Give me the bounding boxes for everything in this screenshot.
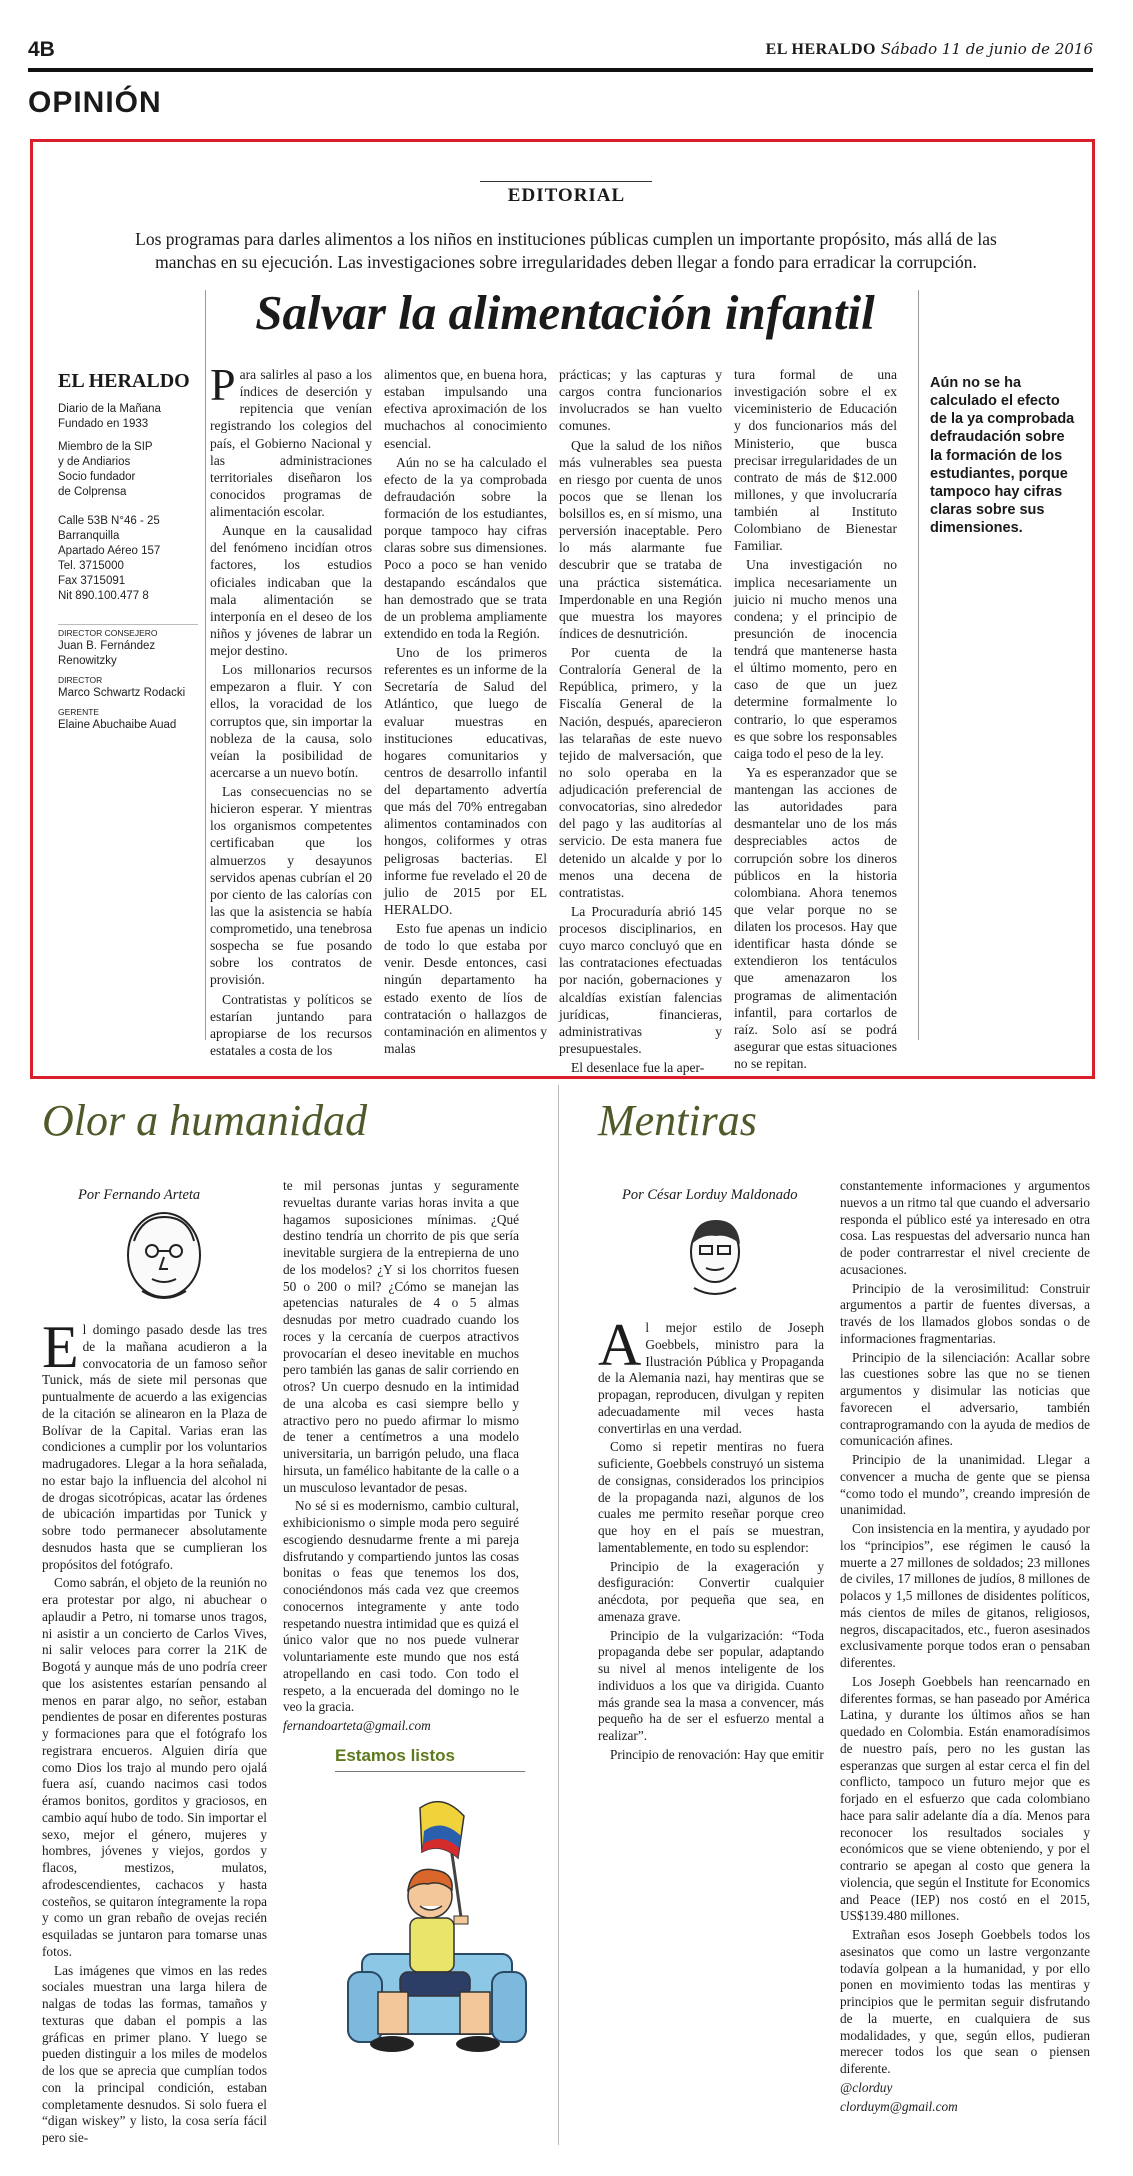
page-number: 4B bbox=[28, 38, 55, 61]
staff-role: DIRECTOR CONSEJERO bbox=[58, 628, 158, 638]
paragraph: alimentos que, en buena hora, estaban impulsando una efectiva aproximación de los muchachos al conocimiento esencial. bbox=[384, 367, 547, 451]
byline-right: Por César Lorduy Maldonado bbox=[622, 1187, 798, 1203]
cartoon-title: Estamos listos bbox=[335, 1746, 455, 1765]
column-rule bbox=[205, 290, 206, 1040]
paragraph: La Procuraduría abrió 145 procesos disciplinarios, en cuyo marco concluyó que en las contrataciones efectuadas por nación, gobernaciones y alcaldías existían falencias jurídicas, financieras, administrativas y presupuestales. bbox=[559, 903, 722, 1056]
paragraph: Ya es esperanzador que se mantengan las acciones de las autoridades para desmantelar uno de los más despreciables actos de corrupción sobre los dineros públicos en la historia colombiana. Ahora tenemos que velar porque no se dilaten los procesos. Hay que identificar hasta dónde se extendieron los tentáculos que amenazaron los programas de alimentación infantil, para cortarlos de raíz. Solo así se podrá asegurar que estas situaciones no se repitan. bbox=[734, 764, 897, 1071]
paragraph: El desenlace fue la aper- bbox=[571, 1060, 705, 1075]
paragraph: Principio de la silenciación: Acallar sobre las cuestiones sobre las que no se tienen argumentos y disimular las noticias que favorecen el adversario, también contraprogramando con la ayuda de medios de comunicación afines. bbox=[840, 1349, 1090, 1449]
editorial-label: EDITORIAL bbox=[507, 185, 626, 206]
info-line: Apartado Aéreo 157 bbox=[58, 544, 161, 557]
pull-quote: Aún no se ha calculado el efecto de la ya comprobada defraudación sobre la formación de los estudiantes, porque tampoco hay cifras claras sobre sus dimensiones. bbox=[930, 375, 1075, 536]
paragraph: l mejor estilo de Joseph Goebbels, ministro para la Ilustración Pública y Propaganda de la Alemania nazi, hay mentiras que se propagan, reproducen, divulgan y repiten adecuadamente mil veces hasta convertirlas en una verdad. bbox=[598, 1320, 824, 1436]
header-rule bbox=[28, 68, 1093, 72]
paragraph: l domingo pasado desde las tres de la mañana acudieron a la convocatoria de un famoso señor Tunick, más de siete mil personas que puntualmente de acuerdo a las exigencias de la citación se alinearon en la Plaza de Bolívar de la Capital. Varias eran las condiciones a cumplir por los voluntarios madrugadores. Llegar a la hora señalada, no estar bajo la influencia del alcohol ni de drogas sicotrópicas, acatar las órdenes de ubicación impartidas por Tunick y sobre todo permanecer absolutamente desnudos hasta que se cumplieran los propósitos del fotógrafo. bbox=[42, 1322, 267, 1572]
info-line: Tel. 3715000 bbox=[58, 559, 124, 572]
masthead-box-info-3 bbox=[58, 514, 198, 604]
column-left-body-2 bbox=[283, 1178, 519, 1733]
info-line: Fax 3715091 bbox=[58, 574, 126, 587]
drop-cap: A bbox=[598, 1312, 642, 1378]
paragraph: Las consecuencias no se hicieron esperar. Y mientras los organismos competentes certificaban que los almuerzos y desayunos servidos apenas cubrían el 20 por ciento de las calorías con las que la asistencia se había comprometido, una tenebrosa sospecha se fue posando sobre los contratos de provisión. bbox=[210, 784, 372, 988]
author-handle-right: @clorduy bbox=[840, 2079, 893, 2095]
paragraph: constantemente informaciones y argumentos nuevos a un ritmo tal que cuando el adversario responda el público esté ya interesado en otra cosa. Las respuestas del adversario nunca han de poder contrarrestar el nivel creciente de acusaciones. bbox=[840, 1178, 1090, 1277]
editorial-column-3 bbox=[559, 366, 722, 1075]
column-rule bbox=[918, 290, 919, 1040]
staff-name: Juan B. Fernández Renowitzky bbox=[58, 640, 156, 667]
section-title: OPINIÓN bbox=[28, 86, 162, 119]
paragraph: Principio de renovación: Hay que emitir bbox=[610, 1746, 824, 1762]
paragraph: Aún no se ha calculado el efecto de la ya comprobada defraudación sobre la formación de los estudiantes, porque tampoco hay cifras claras sobre sus dimensiones. Poco a poco se han venido destapando escándalos que han demostrado que se trata de un problema ampliamente extendido en toda la Región. bbox=[384, 454, 547, 641]
author-email-left: fernandoarteta@gmail.com bbox=[283, 1718, 431, 1733]
column-divider bbox=[558, 1085, 559, 2145]
staff-name: Elaine Abuchaibe Auad bbox=[58, 718, 177, 731]
paragraph: Principio de la unanimidad. Llegar a convencer a mucha de gente que se piensa “como todo el mundo”, creando impresión de unanimidad. bbox=[840, 1452, 1090, 1518]
paragraph: ara salirles al paso a los índices de deserción y repitencia que venían registrando los colegios del país, el Gobierno Nacional y las administraciones territoriales diseñaron los conocidos programas de alimentación escolar. bbox=[210, 367, 372, 519]
info-line: Calle 53B N°46 - 25 bbox=[58, 515, 160, 527]
paragraph: Como si repetir mentiras no fuera suficiente, Goebbels construyó un sistema de consignas, considerados los principios de la propaganda nazi, algunos de los cuales me permito reseñar porque creo que hoy en el país se muestran, lamentablemente, en todo su esplendor: bbox=[598, 1439, 824, 1555]
column-title-left: Olor a humanidad bbox=[42, 1096, 368, 1145]
paragraph: Que la salud de los niños más vulnerables sea puesta en riesgo por cuenta de unos pocos que se llenan los bolsillos es, en sí mismo, una perversión inaceptable. Pero lo más alarmante fue descubrir que se trataba de una práctica sistemática. Imperdonable en una Región que muestra los mayores índices de desnutrición. bbox=[559, 437, 722, 641]
staff-name: Marco Schwartz Rodacki bbox=[58, 686, 186, 699]
author-email-right: clorduym@gmail.com bbox=[840, 2098, 958, 2114]
info-line: Fundado en 1933 bbox=[58, 417, 149, 430]
masthead-divider bbox=[58, 624, 198, 625]
paragraph: No sé si es modernismo, cambio cultural, exhibicionismo o simple moda pero seguiré escogiendo desnudarme frente a mi pareja disfrutando y compartiendo juntos las cosas bonitas o feas que tenemos los dos, conociéndonos más cada vez que creemos conocernos integramente y ante todo respetando nuestra intimidad que es quizá el único valor que no nos puede vulnerar voluntariamente este mundo que nos está atropellando en casi todo. Con todo el respeto, a la encuerada del domingo no le veo la gracia. bbox=[283, 1498, 519, 1715]
paragraph: te mil personas juntas y seguramente revueltas durante varias horas invita a que hagamos suposiciones mínimas. ¿Qué destino tendría un chorrito de pis que sería inevitable surgiera de la entrepierna de uno de los modelos? ¿Y si los chorritos fuesen 50 o 200 o mil? ¿Cómo se manejan las apetencias naturales de 4 o 5 almas desnudas por metro cuadrado cuando los roces y la cercanía de cuerpos atractivos provocarían el deseo inevitable en muchos pero también las ganas de salir corriendo en otros? Un cuerpo desnudo en la intimidad de una alcoba es casi siempre bello y atractivo pero no puedo afirmar lo mismo de tener a centímetros a una modelo universitaria, un barrigón peludo, una flaca hirsuta, un famélico habitante de la calle o a un musculoso levantador de pesas. bbox=[283, 1178, 519, 1495]
byline-left: Por Fernando Arteta bbox=[78, 1187, 201, 1203]
paragraph: tura formal de una investigación sobre el ex viceministerio de Educación y dos funcionarios más del Ministerio, que busca precisar irregularidades de un contrato de más de $12.000 millones, y que involucraría también al Instituto Colombiano de Bienestar Familiar. bbox=[734, 367, 897, 554]
masthead-box-info-1 bbox=[58, 402, 198, 432]
paper-name: EL HERALDO bbox=[765, 41, 876, 58]
paragraph: Con insistencia en la mentira, y ayudado por los “principios”, ese régimen le causó la muerte a 27 millones de soldados; 23 millones de civiles, 17 millones de judíos, 8 millones de polacos y 1,5 millones de disidentes políticos, más cientos de miles de gitanos, religiosos, negros, discapacitados, etc., fueron asesinados exclusivamente porque todos eran o pensaban diferentes. bbox=[840, 1521, 1090, 1670]
column-title-right: Mentiras bbox=[598, 1096, 757, 1145]
author-portrait-right bbox=[680, 1208, 750, 1298]
paragraph: prácticas; y las capturas y cargos contra funcionarios involucrados se han vuelto comunes. bbox=[559, 367, 722, 434]
staff-role: DIRECTOR bbox=[58, 674, 103, 685]
paragraph: Una investigación no implica necesariamente un juicio ni mucho menos una condena; y el principio de presunción de inocencia tendrá que mantenerse hasta el último momento, pero en caso de que un juez determine formalmente lo contrario, lo que esperamos es que sobre los responsables caiga todo el peso de la ley. bbox=[734, 557, 897, 761]
paragraph: Por cuenta de la Contraloría General de la República, primero, y la Fiscalía General de la Nación, después, aparecieron las telarañas de este nuevo tejido de malversación, que no solo operaba en la adjudicación preferencial de convocatorias, sino alrededor del pago y las auditorías al servicio. De esta manera fue detenido un alcalde y por lo menos una decena de contratistas. bbox=[559, 645, 722, 900]
paragraph: Los Joseph Goebbels han reencarnado en diferentes formas, se han paseado por América Latina, y durante los últimos años se han quedado en Colombia. Están enamoradísimos de nuestro país, pero no les gustan las esperanzas que surgen al estar cerca el fin del conflicto, tampoco un futuro mejor que es forjado en el esfuerzo que cada colombiano hace para salir adelante día a día. Menos para reconocer los resultados sociales y económicos que se viene obteniendo, y por el contrario se apegan al costo que genera la violencia, que según el Institute for Economics and Peace (IEP) nos costó en el 2015, US$139.480 millones. bbox=[840, 1673, 1090, 1924]
paragraph: Esto fue apenas un indicio de todo lo que estaba por venir. Desde entonces, casi ningún departamento ha estado exento de líos de contratación o hallazgos de contaminación en alimentos y malas bbox=[384, 921, 547, 1056]
editorial-column-4 bbox=[734, 366, 897, 1071]
paragraph: Los millonarios recursos empezaron a fluir. Y con ellos, la voracidad de los corruptos que, sin importar la nobleza de la causa, solo veían la posibilidad de acercarse a un nuevo botín. bbox=[210, 662, 372, 780]
info-line: Socio fundador bbox=[58, 470, 136, 483]
masthead-staff bbox=[58, 628, 198, 733]
info-line: Nit 890.100.477 8 bbox=[58, 589, 149, 602]
info-line: de Colprensa bbox=[58, 485, 127, 498]
issue-date: Sábado 11 de junio de 2016 bbox=[880, 40, 1093, 58]
paragraph: Principio de la verosimilitud: Construir argumentos a partir de fuentes diversas, a través de los llamados globos sondas o de informaciones fragmentarias. bbox=[840, 1280, 1090, 1346]
paragraph: Principio de la exageración y desfiguración: Convertir cualquier anécdota, por pequeña que sea, en amenaza grave. bbox=[598, 1558, 824, 1624]
masthead-box-title: EL HERALDO bbox=[58, 370, 190, 392]
paragraph: Contratistas y políticos se estarían juntando para apropiarse de los recursos estatales a costa de los bbox=[210, 991, 372, 1058]
editorial-column-2 bbox=[384, 366, 547, 1056]
paragraph: Uno de los primeros referentes es un informe de la Secretaría de Salud del Atlántico, que luego de evaluar muestras en instituciones educativas, hogares comunitarios y centros de desarrollo infantil del departamento advertía que más del 70% entregaban alimentos contaminados con hongos, coliformes y otras peligrosas bacterias. El informe fue revelado el 20 de julio de 2015 por EL HERALDO. bbox=[384, 645, 547, 917]
staff-role: GERENTE bbox=[58, 706, 100, 717]
editorial-label-rule bbox=[480, 181, 652, 182]
column-right-body-1 bbox=[598, 1312, 824, 2120]
cartoon-illustration bbox=[330, 1786, 550, 2076]
paragraph: Extrañan esos Joseph Goebbels todos los asesinatos que como un lastre vergonzante todavía golpean a la humanidad, y por ello ponen en movimiento todas las mentiras y principios que le permitan seguir disfrutando de la muerte, en cualquiera de sus modalidades, y que, según ellos, pudieran merecer todos los que sean o piensen diferente. bbox=[840, 1927, 1090, 2076]
paragraph: Como sabrán, el objeto de la reunión no era protestar por algo, ni abuchear o aplaudir a Petro, ni tomarse unos tragos, ni asistir a un concierto de Carlos Vives, ni salir veloces para correr la 21K de Bogotá y aunque más de uno podría creer que los asistentes estarían pensando al menos en parar algo, no señor, estaban pendientes de posar en diferentes posturas y formaciones para que el fotógrafo los registrara encueros. Alguien diría que como Dios los trajo al mundo pero ojalá fuera así, cuando nacimos casi todos éramos bonitos, gorditos y graciosos, en cambio aquí hubo de todo. Sin importar el sexo, mejor el género, mujeres y hombres, jóvenes y viejos, gordos y flacos, mestizos, mulatos, afrodescendientes, cachacos y hasta costeños, se quitaron íntegramente la ropa y como un gran rebaño de ovejas recién esquiladas se juntaron para tomarse unas fotos. bbox=[42, 1575, 267, 1959]
paragraph: Principio de la vulgarización: “Toda propaganda debe ser popular, adaptando su nivel al menos inteligente de los individuos a los que va dirigida. Cuanto más grande sea la masa a convencer, más pequeño ha de ser el esfuerzo mental a realizar”. bbox=[598, 1627, 824, 1743]
editorial-deck: Los programas para darles alimentos a los niños en instituciones públicas cumplen un importante propósito, más allá de las manchas en su ejecución. Las investigaciones sobre irregularidades deben llegar a fondo para erradicar la corrupción. bbox=[135, 229, 997, 272]
info-line: Miembro de la SIP bbox=[58, 441, 153, 453]
info-line: Barranquilla bbox=[58, 529, 120, 542]
author-portrait-left bbox=[112, 1205, 216, 1305]
column-right-body-2 bbox=[840, 1178, 1090, 2138]
paragraph: Las imágenes que vimos en las redes sociales muestran una larga hilera de nalgas de todas las formas, tamaños y texturas que daban el pompis a las gráficas en primer plano. Y luego se pueden distinguir a los miles de modelos de los que se aprecia que cumplían todos con la principal condición, estaban completamente desnudos. Si solo fuera el “digan wiskey” y listo, la cosa sería fácil pero sie- bbox=[42, 1962, 267, 2145]
drop-cap: E bbox=[42, 1314, 79, 1380]
editorial-headline: Salvar la alimentación infantil bbox=[255, 285, 875, 340]
masthead-box-info-2 bbox=[58, 440, 198, 500]
masthead-dateline bbox=[766, 40, 1093, 59]
cartoon-title-rule bbox=[335, 1771, 525, 1772]
column-left-body-1 bbox=[42, 1314, 267, 2145]
editorial-column-1 bbox=[210, 359, 372, 1058]
paragraph: Aunque en la causalidad del fenómeno incidían otros factores, los estudios oficiales indicaban que la mala alimentación se interponía en el deseo de los niños y jóvenes de labrar un mejor destino. bbox=[210, 523, 372, 658]
info-line: y de Andiarios bbox=[58, 455, 131, 468]
info-line: Diario de la Mañana bbox=[58, 403, 161, 415]
drop-cap: P bbox=[210, 359, 236, 410]
